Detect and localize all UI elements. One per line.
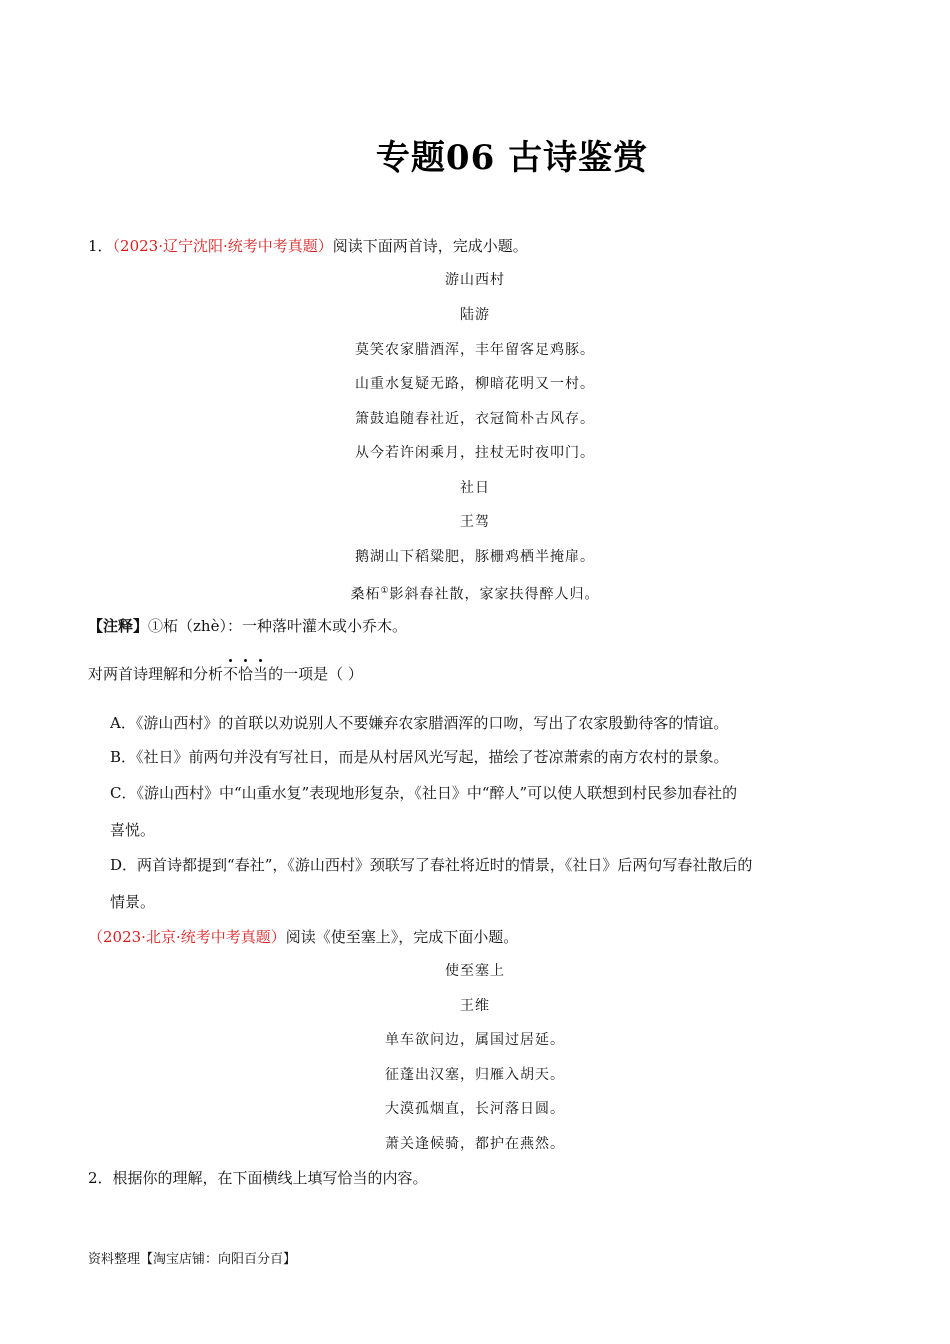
poem-2-line-part: 桑柘 xyxy=(350,586,381,603)
question-2-intro xyxy=(88,927,518,947)
poem-1-line: 莫笑农家腊酒浑，丰年留客足鸡豚。 xyxy=(355,342,595,358)
question-number: 1． xyxy=(88,237,113,255)
poem-1-line: 从今若许闲乘月，拄杖无时夜叩门。 xyxy=(355,445,595,461)
emphasis-char: 不 xyxy=(223,665,239,683)
poem-3-line: 大漠孤烟直，长河落日圆。 xyxy=(385,1101,565,1117)
annotation-text: ①柘（zhè）：一种落叶灌木或小乔木。 xyxy=(148,617,407,635)
option-d-continued: 情景。 xyxy=(110,893,156,911)
question-stem xyxy=(88,664,363,684)
emphasis-char: 当 xyxy=(253,665,269,683)
poem-1-author: 陆游 xyxy=(460,307,490,323)
question-source: （2023·北京·统考中考真题） xyxy=(88,928,286,946)
poem-3-line: 单车欲问边，属国过居延。 xyxy=(385,1032,565,1048)
annotation-label: 【注释】 xyxy=(88,617,149,635)
question-1-header xyxy=(88,236,528,256)
poem-2-line-part: 影斜春社散，家家扶得醉人归。 xyxy=(389,586,600,603)
poem-2-line xyxy=(0,581,950,605)
annotation xyxy=(88,616,407,636)
emphasis-char: 恰 xyxy=(238,665,254,683)
question-2: 2．根据你的理解，在下面横线上填写恰当的内容。 xyxy=(88,1169,428,1187)
option-b: B．《社日》前两句并没有写社日，而是从村居风光写起，描绘了苍凉萧索的南方农村的景象。 xyxy=(110,748,729,766)
footer-credit: 资料整理【淘宝店铺：向阳百分百】 xyxy=(88,1252,297,1267)
option-c: C．《游山西村》中“山重水复”表现地形复杂，《社日》中“醉人”可以使人联想到村民参加春社的 xyxy=(110,784,738,802)
poem-2-line: 鹅湖山下稻粱肥，豚栅鸡栖半掩扉。 xyxy=(355,549,595,565)
poem-2-title: 社日 xyxy=(460,480,490,496)
poem-1-line: 山重水复疑无路，柳暗花明又一村。 xyxy=(355,376,595,392)
question-stem-text: 的一项是（ ） xyxy=(268,665,363,683)
poem-1-title: 游山西村 xyxy=(445,272,505,288)
page-title: 专题06 古诗鉴赏 xyxy=(375,138,649,178)
question-stem-text: 对两首诗理解和分析 xyxy=(88,665,224,683)
poem-3-line: 征蓬出汉塞，归雁入胡天。 xyxy=(385,1067,565,1083)
poem-1-line: 箫鼓追随春社近，衣冠简朴古风存。 xyxy=(355,411,595,427)
option-d: D．两首诗都提到“春社”，《游山西村》颈联写了春社将近时的情景，《社日》后两句写春社散后的 xyxy=(110,856,753,874)
poem-3-title: 使至塞上 xyxy=(445,963,505,979)
question-prompt: 阅读《使至塞上》，完成下面小题。 xyxy=(285,928,519,946)
question-source: （2023·辽宁沈阳·统考中考真题） xyxy=(112,237,333,255)
option-c-continued: 喜悦。 xyxy=(110,821,156,839)
poem-3-author: 王维 xyxy=(460,998,490,1014)
poem-2-author: 王驾 xyxy=(460,514,490,530)
option-a: A．《游山西村》的首联以劝说别人不要嫌弃农家腊酒浑的口吻，写出了农家殷勤待客的情谊。 xyxy=(110,714,729,732)
question-prompt: 阅读下面两首诗，完成小题。 xyxy=(332,237,528,255)
footnote-marker: ① xyxy=(380,586,390,596)
poem-3-line: 萧关逢候骑，都护在燕然。 xyxy=(385,1136,565,1152)
